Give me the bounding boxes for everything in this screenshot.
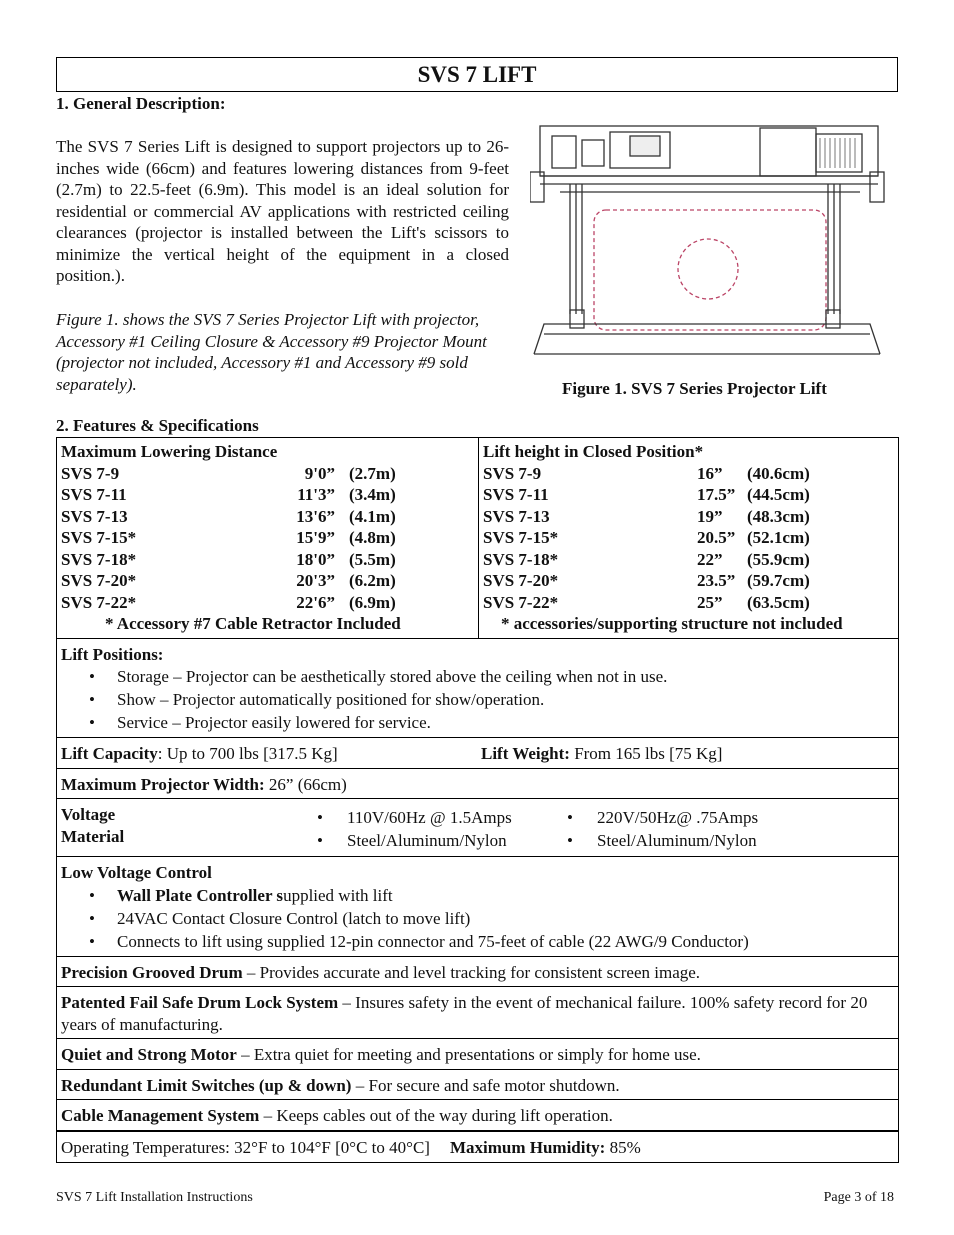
lowering-note: * Accessory #7 Cable Retractor Included xyxy=(105,614,401,633)
lowering-distance-cell xyxy=(57,438,479,639)
footer-title: SVS 7 Lift Installation Instructions xyxy=(56,1190,253,1205)
table-row: SVS 7-11 17.5” (44.5cm) xyxy=(483,485,810,504)
max-width-label: Maximum Projector Width: xyxy=(61,774,265,794)
table-row: SVS 7-9 16” (40.6cm) xyxy=(483,463,810,483)
table-row: SVS 7-20* 23.5” (59.7cm) xyxy=(483,571,810,590)
capacity-value: : Up to 700 lbs [317.5 Kg] xyxy=(157,744,338,763)
table-row: SVS 7-20* 20'3” (6.2m) xyxy=(61,571,396,590)
table-row: SVS 7-13 13'6” (4.1m) xyxy=(61,506,396,526)
list-item: • Connects to lift using supplied 12-pin connector and 75-feet of cable (22 AWG/9 Conductor) xyxy=(61,930,894,953)
general-description: The SVS 7 Series Lift is designed to support projectors up to 26-inches wide (66cm) and features lowering distances from 9-feet (2.7m) to 22.5-feet (6.9m). This model is an ideal solution for residential or commercial AV applications with restricted ceiling clearances (projector is installed between the Lift's scissors to minimize the vertical height of the equipment in a closed position.). xyxy=(56,137,509,285)
voltage-label: Voltage xyxy=(61,805,116,824)
max-width-value: 26” (66cm) xyxy=(264,774,347,794)
temperature-cell xyxy=(57,1131,899,1163)
positions-header: Lift Positions: xyxy=(61,644,164,664)
humidity-label: Maximum Humidity: xyxy=(449,1137,606,1157)
page-title: SVS 7 LIFT xyxy=(56,57,898,92)
weight-value: From 165 lbs [75 Kg] xyxy=(569,744,723,763)
table-row: SVS 7-18* 18'0” (5.5m) xyxy=(61,549,396,569)
section-heading-general: 1. General Description: xyxy=(56,94,226,113)
list-item: • Service – Projector easily lowered for service. xyxy=(61,711,894,734)
list-item: • Storage – Projector can be aesthetically stored above the ceiling when not in use. xyxy=(61,665,894,688)
list-item: • 24VAC Contact Closure Control (latch to move lift) xyxy=(61,907,894,930)
closed-note: * accessories/supporting structure not included xyxy=(501,614,843,633)
specifications-table xyxy=(56,437,899,1163)
material-a: Steel/Aluminum/Nylon xyxy=(347,831,507,850)
motor-cell: Quiet and Strong Motor – Extra quiet for meeting and presentations or simply for home use. xyxy=(57,1039,899,1070)
table-row: SVS 7-13 19” (48.3cm) xyxy=(483,506,810,526)
figure-caption: Figure 1. SVS 7 Series Projector Lift xyxy=(562,379,827,398)
page-number: Page 3 of 18 xyxy=(823,1190,894,1205)
closed-table xyxy=(483,463,810,614)
lift-positions-cell xyxy=(57,638,899,738)
closed-header: Lift height in Closed Position* xyxy=(483,442,704,461)
table-row: SVS 7-22* 25” (63.5cm) xyxy=(483,592,810,612)
voltage-material-cell: Voltage Material • 110V/60Hz @ 1.5Amps • Steel/Aluminum/Nylon • 220V/50Hz@ .75Amps • Steel/Aluminum/Nylon xyxy=(57,799,899,857)
list-item: • Wall Plate Controller supplied with lift xyxy=(61,884,894,907)
figure-note: Figure 1. shows the SVS 7 Series Projector Lift with projector, Accessory #1 Ceiling Closure & Accessory #9 Projector Mount (projector not included, Accessory #1 and Accessory #9 sold separately). xyxy=(56,310,487,394)
table-row: SVS 7-22* 22'6” (6.9m) xyxy=(61,592,396,612)
list-item: • Show – Projector automatically positioned for show/operation. xyxy=(61,688,894,711)
capacity-cell xyxy=(57,738,899,769)
material-label: Material xyxy=(61,826,125,846)
material-b: Steel/Aluminum/Nylon xyxy=(597,831,757,850)
table-row: SVS 7-15* 20.5” (52.1cm) xyxy=(483,528,810,547)
low-voltage-header: Low Voltage Control xyxy=(61,863,212,882)
limit-switches-cell: Redundant Limit Switches (up & down) – For secure and safe motor shutdown. xyxy=(57,1069,899,1100)
voltage-b: 220V/50Hz@ .75Amps xyxy=(597,808,759,827)
weight-label: Lift Weight: xyxy=(481,744,570,763)
lowering-header: Maximum Lowering Distance xyxy=(61,442,278,461)
table-row: SVS 7-11 11'3” (3.4m) xyxy=(61,485,396,504)
projector-lift-figure xyxy=(530,124,885,359)
max-width-cell xyxy=(57,768,899,799)
voltage-a: 110V/60Hz @ 1.5Amps xyxy=(347,808,512,827)
cable-management-cell: Cable Management System – Keeps cables out of the way during lift operation. xyxy=(57,1100,899,1131)
humidity-value: 85% xyxy=(605,1137,641,1157)
drum-lock-cell: Patented Fail Safe Drum Lock System – Insures safety in the event of mechanical failure. 100% safety record for 20 years of manufacturing. xyxy=(57,987,899,1039)
table-row: SVS 7-15* 15'9” (4.8m) xyxy=(61,528,396,547)
low-voltage-cell xyxy=(57,857,899,957)
lowering-table xyxy=(61,463,396,614)
capacity-label: Lift Capacity xyxy=(61,744,158,763)
operating-temperatures: Operating Temperatures: 32°F to 104°F [0°C to 40°C] xyxy=(61,1137,430,1157)
table-row: SVS 7-18* 22” (55.9cm) xyxy=(483,549,810,569)
section-heading-features: 2. Features & Specifications xyxy=(56,416,259,435)
closed-height-cell xyxy=(479,438,899,639)
table-row: SVS 7-9 9'0” (2.7m) xyxy=(61,463,396,483)
drum-cell: Precision Grooved Drum – Provides accurate and level tracking for consistent screen image. xyxy=(57,956,899,987)
